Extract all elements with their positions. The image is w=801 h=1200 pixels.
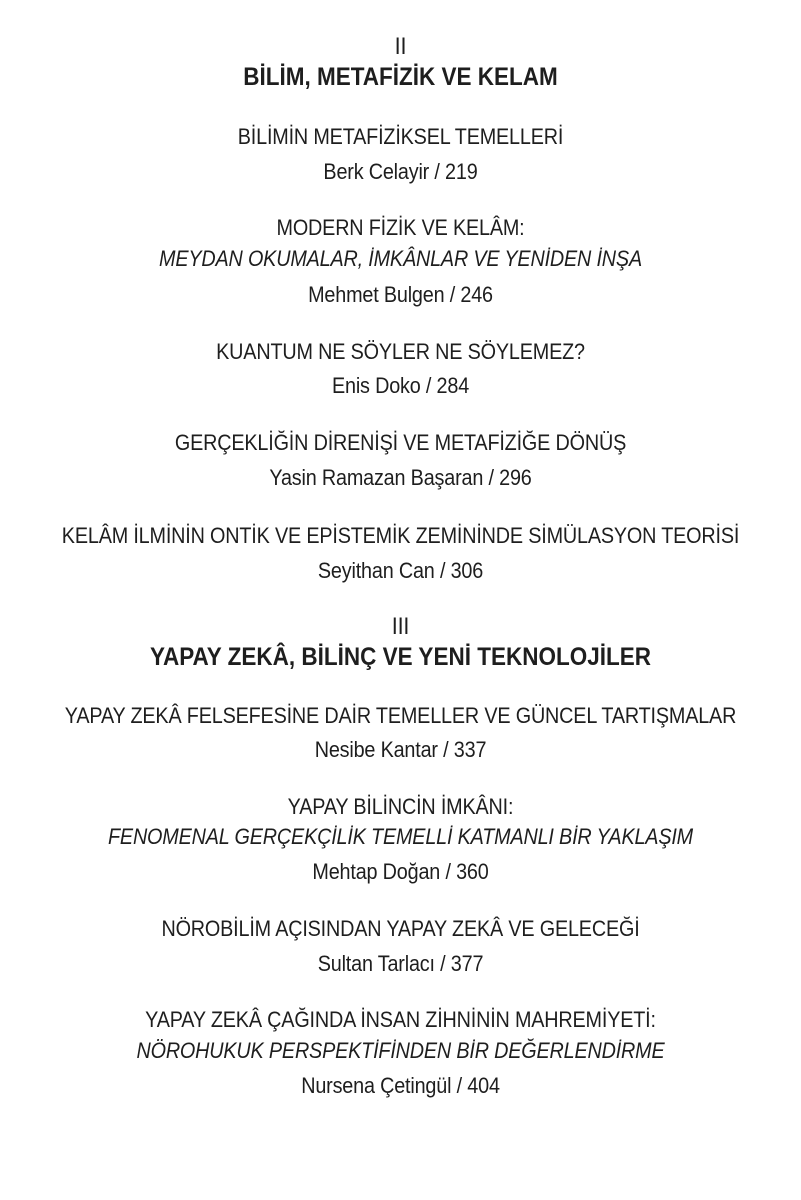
entry-title: YAPAY ZEKÂ FELSEFESİNE DAİR TEMELLER VE GÜNCEL TARTIŞMALAR [64, 703, 737, 728]
entry-subtitle: NÖROHUKUK PERSPEKTİFİNDEN BİR DEĞERLENDİRME [136, 1038, 665, 1063]
entry-subtitle: MEYDAN OKUMALAR, İMKÂNLAR VE YENİDEN İNŞA [159, 246, 642, 271]
entry-author-page: Nursena Çetingül / 404 [301, 1073, 500, 1098]
entry-title: BİLİMİN METAFİZİKSEL TEMELLERİ [237, 124, 564, 149]
entry-author-page: Nesibe Kantar / 337 [314, 737, 487, 762]
entry-author-page: Sultan Tarlacı / 377 [317, 951, 484, 976]
entry-author-page: Mehtap Doğan / 360 [312, 859, 489, 884]
section-heading: BİLİM, METAFİZİK VE KELAM [243, 63, 558, 91]
entry-subtitle: FENOMENAL GERÇEKÇİLİK TEMELLİ KATMANLI BİR YAKLAŞIM [108, 824, 694, 849]
section-heading: YAPAY ZEKÂ, BİLİNÇ VE YENİ TEKNOLOJİLER [150, 643, 651, 671]
entry-title: YAPAY BİLİNCİN İMKÂNI: [287, 794, 514, 819]
entry-title: KUANTUM NE SÖYLER NE SÖYLEMEZ? [216, 339, 585, 364]
entry-author-page: Enis Doko / 284 [331, 373, 470, 398]
entry-author-page: Yasin Ramazan Başaran / 296 [269, 465, 532, 490]
section-numeral: II [394, 33, 407, 60]
entry-title: MODERN FİZİK VE KELÂM: [276, 215, 525, 240]
entry-author-page: Mehmet Bulgen / 246 [308, 282, 493, 307]
entry-title: KELÂM İLMİNİN ONTİK VE EPİSTEMİK ZEMİNİNDE SİMÜLASYON TEORİSİ [61, 523, 740, 548]
section-numeral: III [391, 613, 410, 640]
entry-title: NÖROBİLİM AÇISINDAN YAPAY ZEKÂ VE GELECEĞİ [161, 916, 640, 941]
entry-author-page: Seyithan Can / 306 [317, 558, 484, 583]
entry-title: YAPAY ZEKÂ ÇAĞINDA İNSAN ZİHNİNİN MAHREMİYETİ: [145, 1007, 656, 1032]
entry-author-page: Berk Celayir / 219 [323, 159, 478, 184]
entry-title: GERÇEKLİĞİN DİRENİŞİ VE METAFİZİĞE DÖNÜŞ [174, 430, 627, 455]
